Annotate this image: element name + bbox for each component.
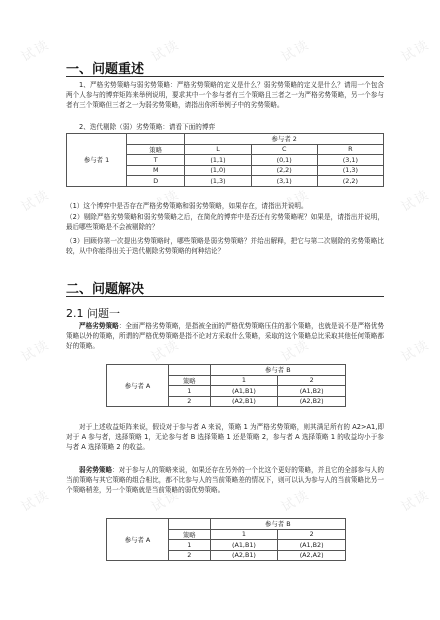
strategy-label: 策略 [169, 375, 211, 386]
sub-question-2: （2）剔除严格劣势策略和弱劣势策略之后，在简化的博弈中是否还有劣势策略呢？如果是，请指出并说明，最后哪些策略是不会被剔除的？ [66, 213, 384, 232]
watermark: 试读 [19, 37, 53, 66]
table-row: 2 (A2,B1) (A2,B2) [107, 396, 346, 407]
row-player-label: 参与者 A [107, 519, 169, 561]
strategy-label: 策略 [127, 144, 185, 155]
col-header: 2 [278, 529, 346, 540]
game-table [66, 133, 384, 187]
question-2: 2、迭代剔除（弱）劣势策略：请看下面的博弈 [79, 123, 216, 131]
col-header: L [185, 144, 251, 155]
row-player-label: 参与者 1 [67, 134, 127, 187]
watermark: 试读 [399, 187, 433, 216]
watermark: 试读 [149, 487, 183, 516]
strategy-label: 策略 [169, 529, 211, 540]
strict-term: 严格劣势策略 [79, 322, 119, 330]
watermark: 试读 [19, 187, 53, 216]
watermark: 试读 [279, 37, 313, 66]
table-row: T (1,1) (0,1) (3,1) [67, 155, 384, 166]
table-row: D (1,3) (3,1) (2,2) [67, 176, 384, 187]
section-rule [66, 76, 384, 77]
col-header: C [251, 144, 317, 155]
table-row: M (1,0) (2,2) (1,3) [67, 165, 384, 176]
section-title-solution: 二、问题解决 [66, 282, 145, 297]
sub-question-1: （1）这个博弈中是否存在严格劣势策略和弱劣势策略，如果存在，请指出并说明。 [66, 202, 308, 210]
strict-explanation: 对于上述收益矩阵来说，假设对于参与者 A 来说，策略 1 为严格劣势策略，则其满足所有的 A2>A1,即对于 A 参与者，选择策略 1，无论参与者 B 选择策略 1 还是策略 2，参与者 A 选择策略 1 的收益均小于参与者 A 选择策略 2 的收益。 [66, 423, 384, 452]
payoff-table-1 [106, 364, 346, 407]
col-player-label: 参与者 2 [185, 134, 384, 145]
table-row: 1 (A1,B1) (A1,B2) [107, 386, 346, 397]
weak-definition: 弱劣势策略：对于参与人的策略来说，如果还存在另外的一个比这个更好的策略，并且它的全部参与人的当前策略与其它策略的组合相比，都不比参与人的当前策略差的情况下，则可以认为参与人的当前策略比另一个策略稍差，另一个策略就是当前策略的弱优势策略。 [66, 466, 384, 495]
section-rule [66, 296, 384, 297]
col-player-label: 参与者 B [210, 519, 345, 530]
table-row: 2 (A2,B1) (A2,A2) [107, 550, 346, 561]
col-header: 2 [278, 375, 346, 386]
col-header: 1 [210, 529, 278, 540]
watermark: 试读 [149, 337, 183, 366]
question-1: 1、严格劣势策略与弱劣势策略：严格劣势策略的定义是什么？弱劣势策略的定义是什么？请用一个包含两个人参与的博弈矩阵来举例说明，要求其中一个参与者有三个策略且三者之一为严格劣势策略，另一个参与者有三个策略但三者之一为弱劣势策略，请指出你所举例子中的劣势策略。 [66, 81, 384, 110]
subsection-title: 2.1 问题一 [66, 307, 120, 320]
col-player-label: 参与者 B [210, 365, 345, 376]
strict-definition: 严格劣势策略：全面严格劣势策略，是指被全面的严格优势策略压住的那个策略，也就是说不是严格优势策略以外的策略，所谓的严格优势策略是指不论对方采取什么策略，采取的这个策略总比采取其他任何策略都好的策略。 [66, 322, 385, 351]
watermark: 试读 [399, 337, 433, 366]
watermark: 试读 [399, 487, 433, 516]
watermark: 试读 [279, 187, 313, 216]
col-header: R [317, 144, 383, 155]
watermark: 试读 [149, 37, 183, 66]
payoff-table-2 [106, 518, 346, 561]
watermark: 试读 [279, 337, 313, 366]
row-player-label: 参与者 A [107, 365, 169, 407]
watermark: 试读 [19, 337, 53, 366]
section-title-restatement: 一、问题重述 [66, 62, 145, 77]
watermark: 试读 [279, 487, 313, 516]
table-row: 1 (A1,B1) (A1,B2) [107, 540, 346, 551]
watermark: 试读 [399, 37, 433, 66]
watermark: 试读 [149, 187, 183, 216]
col-header: 1 [210, 375, 278, 386]
watermark: 试读 [19, 487, 53, 516]
sub-question-3: （3）回顾你第一次提出劣势策略时，哪些策略是弱劣势策略？并给出解释，把它与第二次剔除的劣势策略比较，从中你能得出关于迭代剔除劣势策略的何种结论？ [66, 237, 384, 256]
weak-term: 弱劣势策略 [79, 466, 113, 474]
